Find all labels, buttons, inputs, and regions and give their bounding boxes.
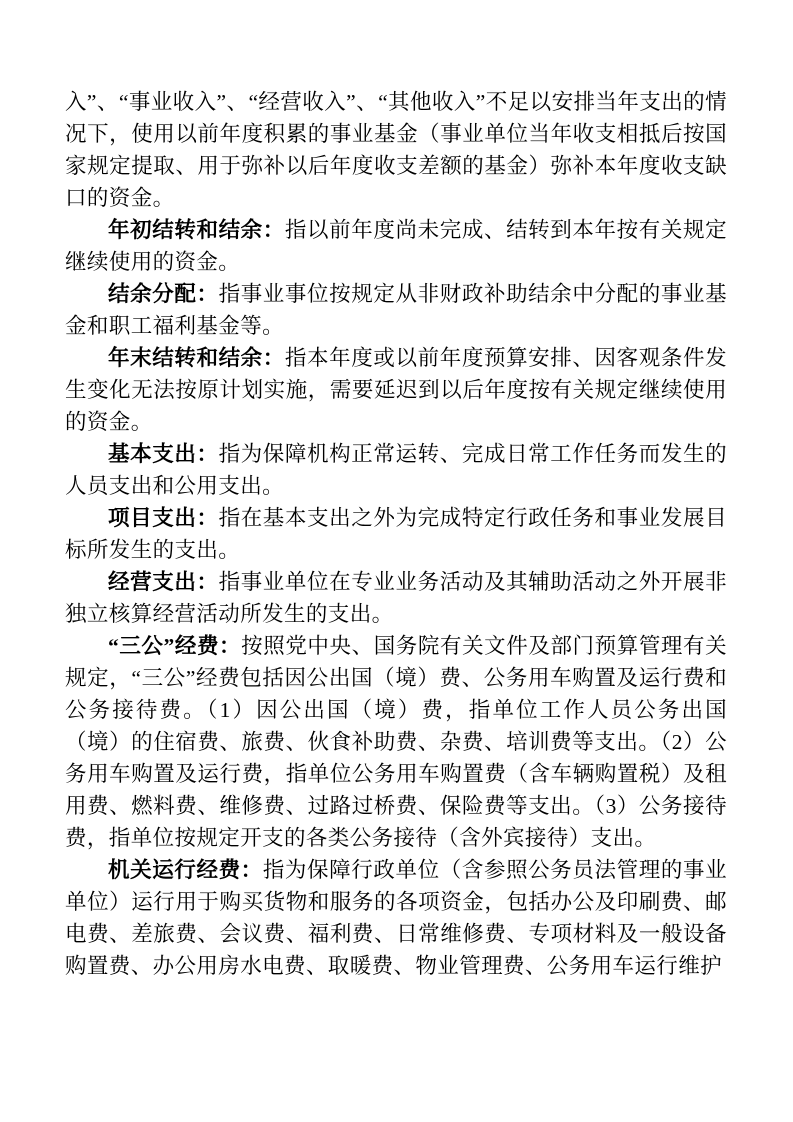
- paragraph-text: 指事业单位在专业业务活动及其辅助活动之外开展非独立核算经营活动所发生的支出。: [65, 570, 727, 626]
- paragraph-agency-operating-funds: [65, 854, 727, 982]
- paragraph-text: 指为保障机构正常运转、完成日常工作任务而发生的人员支出和公用支出。: [65, 442, 727, 498]
- paragraph-project-expenditure: [65, 502, 727, 566]
- paragraph-carryover-yearend: [65, 342, 727, 438]
- term-label: 结余分配：: [108, 282, 219, 306]
- paragraph-text: 指以前年度尚未完成、结转到本年按有关规定继续使用的资金。: [65, 218, 727, 274]
- paragraph-operating-expenditure: [65, 566, 727, 630]
- term-label: “三公”经费：: [108, 634, 242, 658]
- term-label: 基本支出：: [108, 442, 219, 466]
- term-label: 年初结转和结余：: [108, 218, 285, 242]
- paragraph-text: 按照党中央、国务院有关文件及部门预算管理有关规定，“三公”经费包括因公出国（境）费、公务用车购置及运行费和公务接待费。（1）因公出国（境）费，指单位工作人员公务出国（境）的住宿费、旅费、伙食补助费、杂费、培训费等支出。（2）公务用车购置及运行费，指单位公务用车购置费（含车辆购置税）及租用费、燃料费、维修费、过路过桥费、保险费等支出。（3）公务接待费，指单位按规定开支的各类公务接待（含外宾接待）支出。: [65, 634, 727, 850]
- term-label: 机关运行经费：: [108, 858, 263, 882]
- paragraph-surplus-distribution: [65, 278, 727, 342]
- text-block: [65, 86, 727, 982]
- term-label: 项目支出：: [108, 506, 219, 530]
- paragraph-text: 指事业事位按规定从非财政补助结余中分配的事业基金和职工福利基金等。: [65, 282, 727, 338]
- paragraph-carryover-beginning: [65, 214, 727, 278]
- term-label: 经营支出：: [108, 570, 219, 594]
- paragraph-three-public-funds: [65, 630, 727, 854]
- paragraph-text: 指为保障行政单位（含参照公务员法管理的事业单位）运行用于购买货物和服务的各项资金，包括办公及印刷费、邮电费、差旅费、会议费、福利费、日常维修费、专项材料及一般设备购置费、办公用房水电费、取暖费、物业管理费、公务用车运行维护: [65, 858, 727, 978]
- paragraph-text: 入”、“事业收入”、“经营收入”、“其他收入”不足以安排当年支出的情况下，使用以前年度积累的事业基金（事业单位当年收支相抵后按国家规定提取、用于弥补以后年度收支差额的基金）弥补本年度收支缺口的资金。: [65, 90, 727, 210]
- term-label: 年末结转和结余：: [108, 346, 285, 370]
- paragraph-text: 指本年度或以前年度预算安排、因客观条件发生变化无法按原计划实施，需要延迟到以后年度按有关规定继续使用的资金。: [65, 346, 727, 434]
- paragraph-basic-expenditure: [65, 438, 727, 502]
- paragraph-text: 指在基本支出之外为完成特定行政任务和事业发展目标所发生的支出。: [65, 506, 727, 562]
- paragraph-continuation: [65, 86, 727, 214]
